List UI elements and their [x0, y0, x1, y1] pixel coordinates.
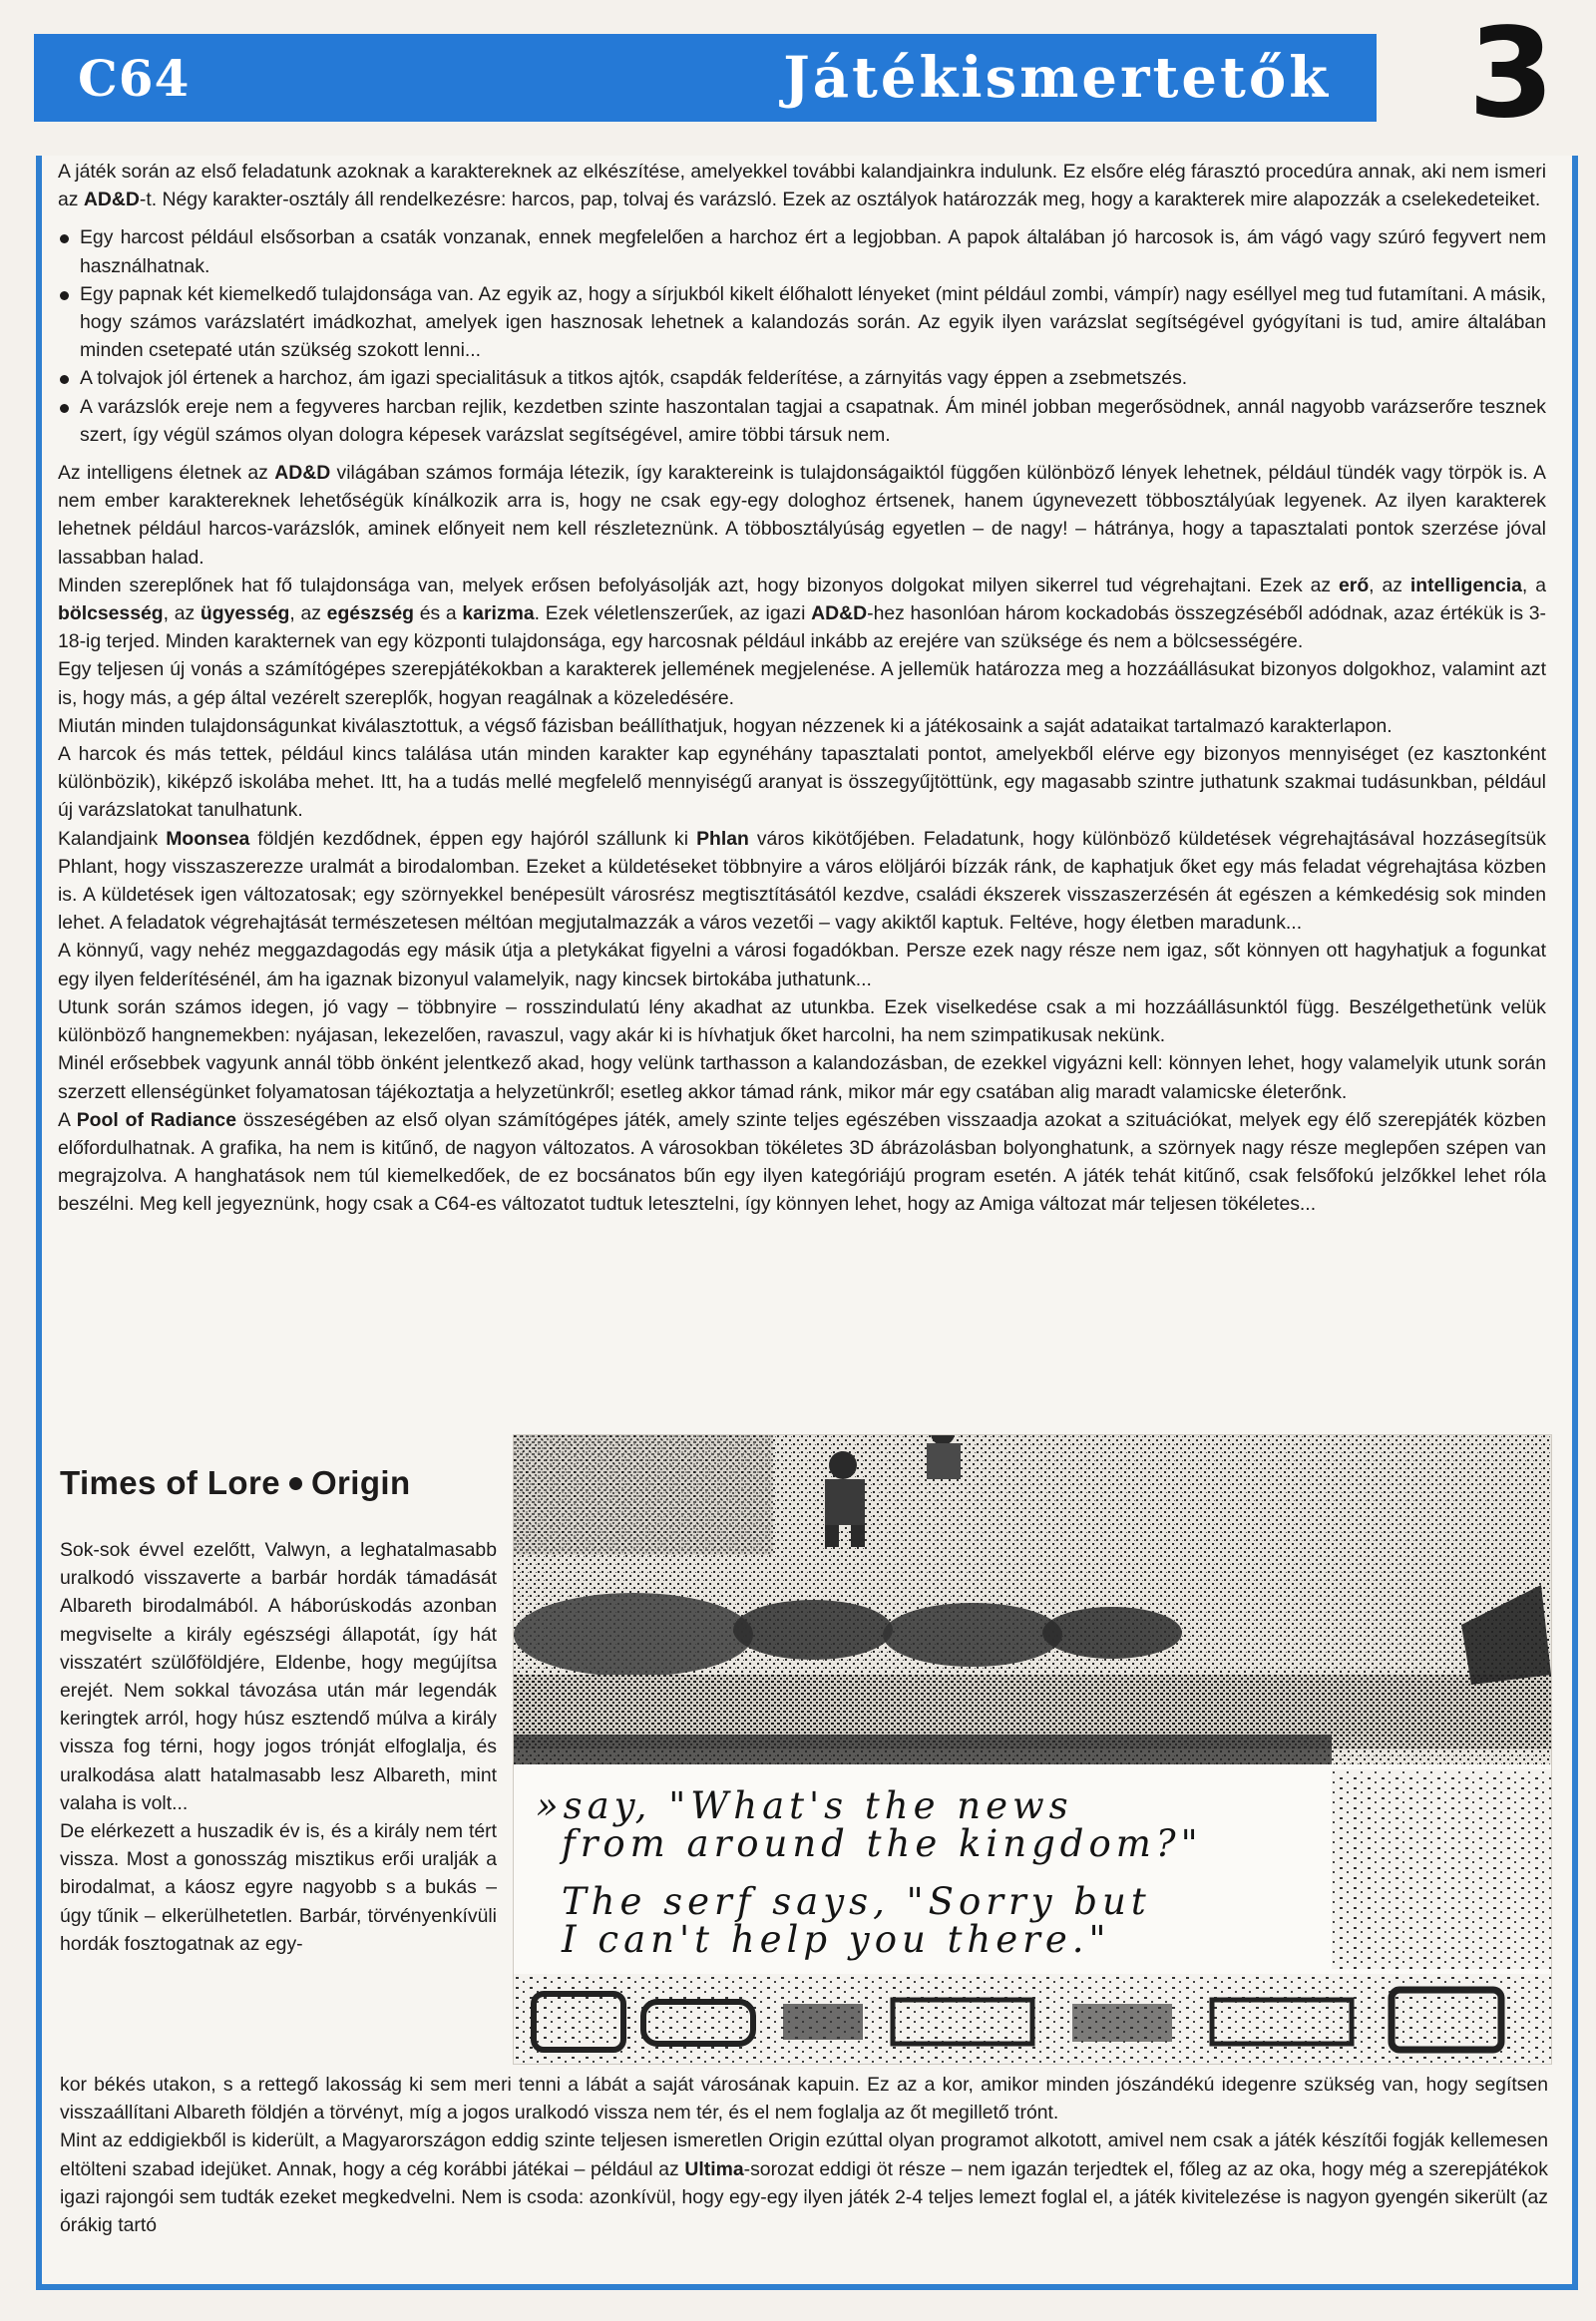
paragraph: Sok-sok évvel ezelőtt, Valwyn, a leghatalmasabb uralkodó visszaverte a barbár hordák támadását Albareth birodalmából. A háborúskodás azonban megviselte a király egészségi állapotát, így hát visszatért szülőföldjére, Eldenbe, hogy megújítsa erejét. Nem sokkal távozása után már legendák keringtek arról, hogy húsz esztendő múlva a király vissza fog térni, hogy jogos trónját elfoglalja, és uralkodása alatt hatalmasabb lesz Albareth, mint valaha is volt...: [60, 1539, 497, 1814]
bullet-dot-icon: [289, 1477, 302, 1490]
list-item: Egy papnak két kiemelkedő tulajdonsága van. Az egyik az, hogy a sírjukból kikelt élőhalott lényeket (mint például zombi, vámpír) nagy eséllyel meg tud futamítani. A másik, hogy számos varázslatért imádkozhat, amelyek igen hasznosak lehetnek a kalandozás során. Az egyik ilyen varázslat segítségével gyógyítani is tud, amire általában minden csetepaté után szükség szokott lenni...: [58, 280, 1546, 365]
paragraph: kor békés utakon, s a rettegő lakosság ki sem meri tenni a lábát a saját városának kapuin. Ez az a kor, amikor minden jószándékú idegenre szükség van, hogy segítsen visszaállítani Albareth földjén a törvényt, míg a jogos uralkodó vissza nem tér, és el nem foglalja az őt megillető trónt.: [60, 2074, 1548, 2125]
paragraph: A játék során az első feladatunk azoknak a karaktereknek az elkészítése, amelyekkel további kalandjainkra indulunk. Ez elsőre elég fárasztó procedúra annak, aki nem ismeri az AD&D-t. Négy karakter-osztály áll rendelkezésre: harcos, pap, tolvaj és varázsló. Ezek az osztályok határozzák meg, hogy a karakterek mire alapozzák a cselekedeteiket.: [58, 161, 1546, 211]
dialog-line: from around the kingdom?": [562, 1822, 1203, 1865]
paragraph: A könnyű, vagy nehéz meggazdagodás egy másik útja a pletykákat figyelni a városi fogadókban. Persze ezek nagy része nem igaz, sőt könnyen ott hagyhatjuk a fogunkat egy ilyen felderítésénél, ám ha igaznak bizonyul valamelyik, nagy kincsek birtokába juthatunk...: [58, 940, 1546, 990]
platform-label: C64: [78, 48, 191, 108]
dialog-line: »say, "What's the news: [536, 1784, 1073, 1827]
paragraph: Minél erősebbek vagyunk annál több önként jelentkező akad, hogy velünk tarthasson a kalandozásban, de ezekkel vigyázni kell: könnyen lehet, hogy valamelyik utunk során szerzett ellenségünket folyamatosan tájékoztatja a helyzetünkről; esetleg akkor támad ránk, mikor már egy csatában alig maradt valamicske életerőnk.: [58, 1052, 1546, 1103]
game-scene-image: [514, 1435, 1551, 2064]
review-column: [60, 1536, 497, 1958]
list-item: Egy harcost például elsősorban a csaták vonzanak, ennek megfelelően a harchoz ért a legjobban. A papok általában jó harcosok is, ám vágó vagy szúró fegyvert nem használhatnak.: [58, 223, 1546, 279]
dialog-line: The serf says, "Sorry but: [562, 1880, 1151, 1923]
class-list: [58, 223, 1546, 449]
paragraph: Minden szereplőnek hat fő tulajdonsága van, melyek erősen befolyásolják azt, hogy bizonyos dolgokat milyen sikerrel tud végrehajtani. Ezek az erő, az intelligencia, a bölcsesség, az ügyesség, az egészség és a karizma. Ezek véletlenszerűek, az igazi AD&D-hez hasonlóan három kockadobás összegzéséből adódnak, azaz értékük is 3-18-ig terjed. Minden karakternek van egy központi tulajdonsága, egy harcosnak például inkább az erejére van szüksége és nem a bölcsességére.: [58, 574, 1546, 653]
header-banner: [34, 34, 1377, 122]
paragraph: A Pool of Radiance összeségében az első olyan számítógépes játék, amely szinte teljes egészében visszaadja azokat a szituációkat, melyek egy élő szerepjáték közben előfordulhatnak. A grafika, ha nem is kitűnő, de nagyon változatos. A városokban tökéletes 3D ábrázolásban bolyonghatunk, a szörnyek nagy része meglepően szépen van megrajzolva. A hanghatások nem túl kiemelkedőek, de ez bocsánatos bűn egy ilyen kategóriájú program esetén. A játék tehát kitűnő, csak felsőfokú jelzőkkel lehet róla beszélni. Meg kell jegyeznünk, hogy csak a C64-es változatot tudtuk letesztelni, így könnyen lehet, hogy az Amiga változat már teljesen tökéletes...: [58, 1108, 1546, 1216]
review-title: [60, 1464, 499, 1502]
review-continuation: [60, 2071, 1548, 2239]
paragraph: De elérkezett a huszadik év is, és a király nem tért vissza. Most a gonosszág misztikus erői uralják a birodalmat, a káosz egyre nagyobb s a bukás – úgy tűnik – elkerülhetetlen. Barbár, törvényenkívüli hordák fosztogatnak az egy-: [60, 1820, 497, 1955]
section-title: Játékismertetők: [783, 45, 1331, 111]
paragraph: Mint az eddigiekből is kiderült, a Magyarországon eddig szinte teljesen ismeretlen Origin ezúttal olyan programot alkotott, amivel nem csak a játék készítői fogják kellemesen eltölteni szabad idejüket. Annak, hogy a cég korábbi játékai – például az Ultima-sorozat eddigi öt része – nem igazán terjedtek el, főleg az az oka, hogy még a szerepjátékok igazi rajongói sem tudták ezeket megkedvelni. Nem is csoda: azonkívül, hogy egy-egy ilyen játék 2-4 teljes lemezt foglal el, a játék kivitelezése is nagyon gyengén sikerült (az órákig tartó: [60, 2129, 1548, 2237]
dialog-line: I can't help you there.": [562, 1918, 1111, 1961]
game-title: Times of Lore: [60, 1464, 280, 1501]
paragraph: A harcok és más tettek, például kincs találása után minden karakter kap egynéhány tapasztalati pontot, amelyekből elérve egy bizonyos mennyiséget (ez kasztonként különbözik), kiképző iskolába mehet. Itt, ha a tudás mellé megfelelő mennyiségű aranyat is összegyűjtöttünk, egy magasabb szintre juthatunk szakmai tudásunkban, például új varázslatokat tanulhatunk.: [58, 743, 1546, 822]
article-body: [58, 158, 1546, 1219]
list-item: A varázslók ereje nem a fegyveres harcban rejlik, kezdetben szinte haszontalan tagjai a csapatnak. Ám minél jobban megerősödnek, annál nagyobb varázserőre tesznek szert, így végül számos olyan dologra képesek varázslat segítségével, amire többi társuk nem.: [58, 393, 1546, 449]
game-screenshot: [513, 1434, 1552, 2065]
list-item: A tolvajok jól értenek a harchoz, ám igazi specialitásuk a titkos ajtók, csapdák felderítése, a zárnyitás vagy éppen a zsebmetszés.: [58, 364, 1546, 392]
paragraph: Egy teljesen új vonás a számítógépes szerepjátékokban a karakterek jellemének megjelenése. A jellemük határozza meg a hozzáállásukat bizonyos dolgokhoz, valamint azt is, hogy más, a gép által vezérelt szereplők, hogyan reagálnak a közeledésére.: [58, 658, 1546, 709]
page-number: 3: [1467, 2, 1555, 146]
paragraph: Az intelligens életnek az AD&D világában számos formája létezik, így karaktereink is tulajdonságaiktól függően különböző lények lehetnek, például tündék vagy törpök is. A nem ember karaktereknek lehetőségük kínálkozik arra is, hogy ne csak egy-egy dologhoz értsenek, hanem úgynevezett többosztályúak legyenek. Az ilyen karakterek lehetnek például harcos-varázslók, aminek előnyeit nem kell részleteznünk. A többosztályúság egyetlen – de nagy! – hátránya, hogy a tapasztalati pontok szerzése jóval lassabban halad.: [58, 462, 1546, 569]
publisher-name: Origin: [310, 1464, 411, 1501]
paragraph: Utunk során számos idegen, jó vagy – többnyire – rosszindulatú lény akadhat az utunkba. Ezek viselkedése csak a mi hozzáállásunktól függ. Beszélgethetünk velük különböző hangnemekben: nyájasan, lekezelően, ravaszul, vagy akár ki is hívhatjuk őket harcolni, ha nem szimpatikusak nekünk.: [58, 995, 1546, 1047]
paragraph: Miután minden tulajdonságunkat kiválasztottuk, a végső fázisban beállíthatjuk, hogyan nézzenek ki a játékosaink a saját adataikat tartalmazó karakterlapon.: [58, 714, 1393, 737]
paragraph: Kalandjaink Moonsea földjén kezdődnek, éppen egy hajóról szállunk ki Phlan város kikötőjében. Feladatunk, hogy különböző küldetések végrehajtásával hozzásegítsük Phlant, hogy visszaszerezze uralmát a birodalomban. Ezeket a küldetéseket többnyire a város elöljárói bízzák ránk, de kaphatjuk őket egy más feladat végrehajtása közben is. A küldetések igen változatosak; egy szörnyekkel benépesült városrész megtisztításától kezdve, családi ékszerek visszaszerzésén át egészen a kémkedésig sok minden lehet. A feladatok végrehajtását természetesen méltóan megjutalmazzák a város vezetői – vagy akiktől kaptuk. Feltéve, hogy életben maradunk...: [58, 827, 1546, 935]
